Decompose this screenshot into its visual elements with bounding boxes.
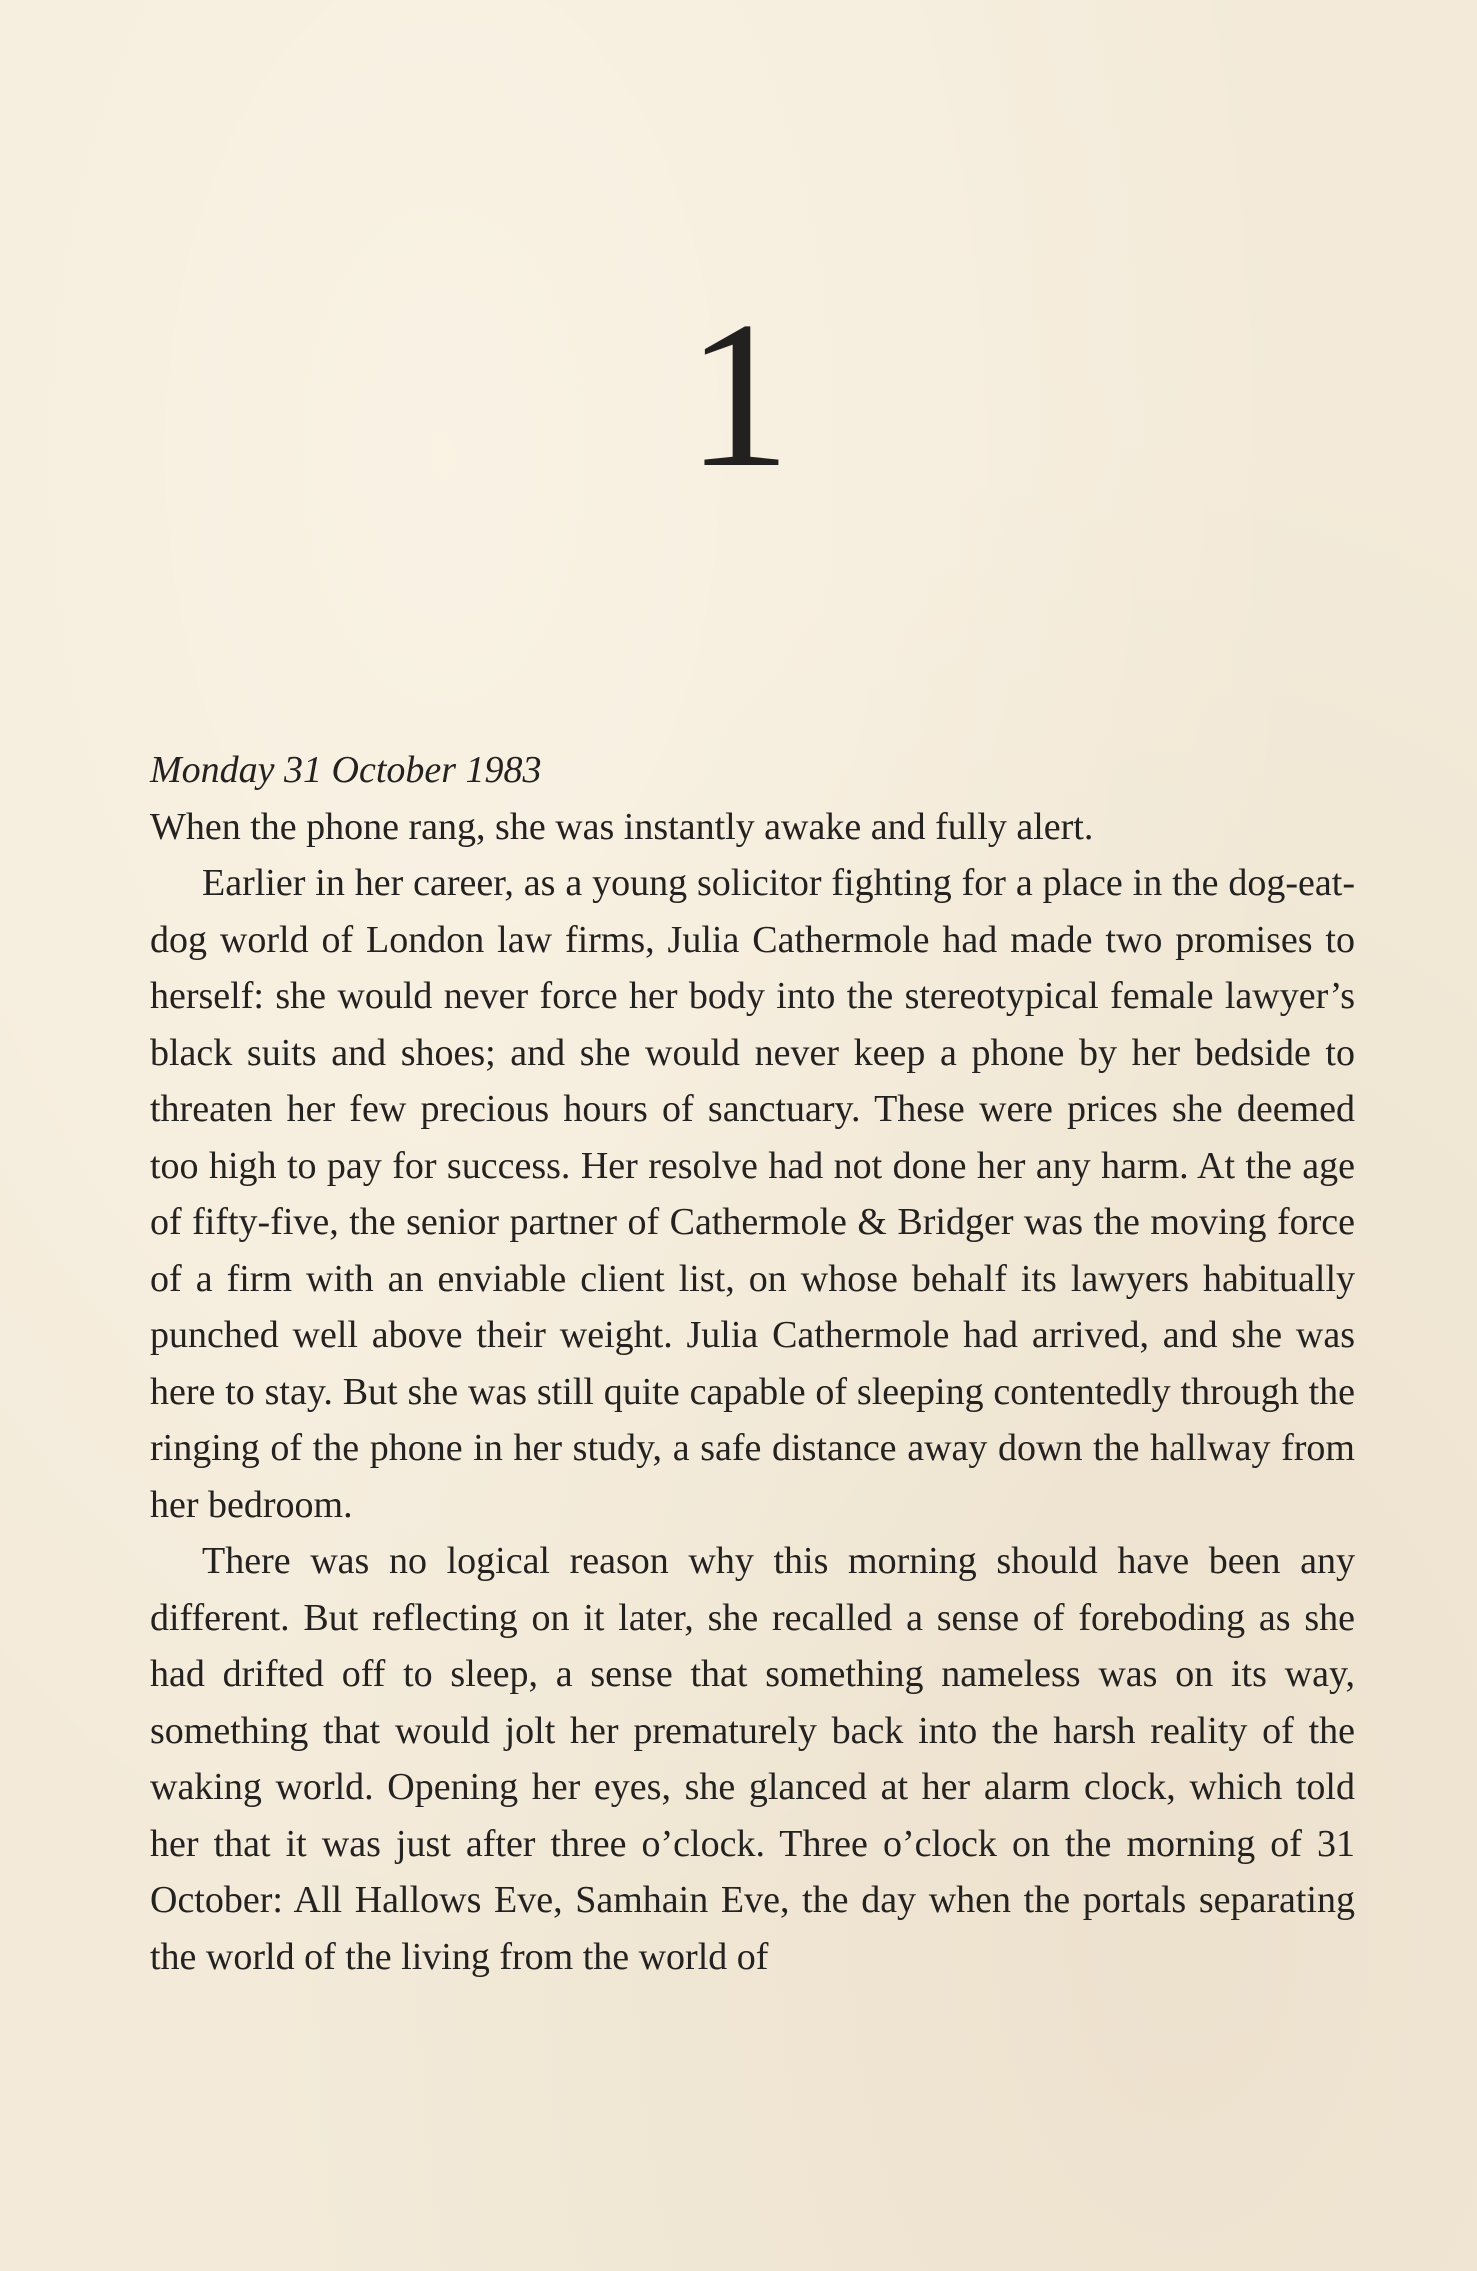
body-text: [150, 742, 1355, 1985]
paragraph-1: When the phone rang, she was instantly awake and fully alert.: [150, 805, 1094, 848]
chapter-number: 1: [686, 279, 791, 511]
paragraph-3: There was no logical reason why this morning should have been any different. But reflecting on it later, she recalled a sense of foreboding as she had drifted off to sleep, a sense that something nameless was on its way, something that would jolt her prematurely back into the harsh reality of the waking world. Opening her eyes, she glanced at her alarm clock, which told her that it was just after three o’clock. Three o’clock on the morning of 31 October: All Hallows Eve, Samhain Eve, the day when the portals separating the world of the living from the world of: [150, 1540, 1355, 1978]
paragraph-2: Earlier in her career, as a young solicitor fighting for a place in the dog-eat-dog world of London law firms, Julia Cathermole had made two promises to herself: she would never force her body into the stereotypical female lawyer’s black suits and shoes; and she would never keep a phone by her bedside to threaten her few precious hours of sanctuary. These were prices she deemed too high to pay for success. Her resolve had not done her any harm. At the age of fifty-five, the senior partner of Cathermole & Bridger was the moving force of a firm with an enviable client list, on whose behalf its lawyers habitually punched well above their weight. Julia Cathermole had arrived, and she was here to stay. But she was still quite capable of sleeping contentedly through the ringing of the phone in her study, a safe distance away down the hallway from her bedroom.: [150, 862, 1355, 1526]
date-heading: Monday 31 October 1983: [150, 749, 542, 791]
